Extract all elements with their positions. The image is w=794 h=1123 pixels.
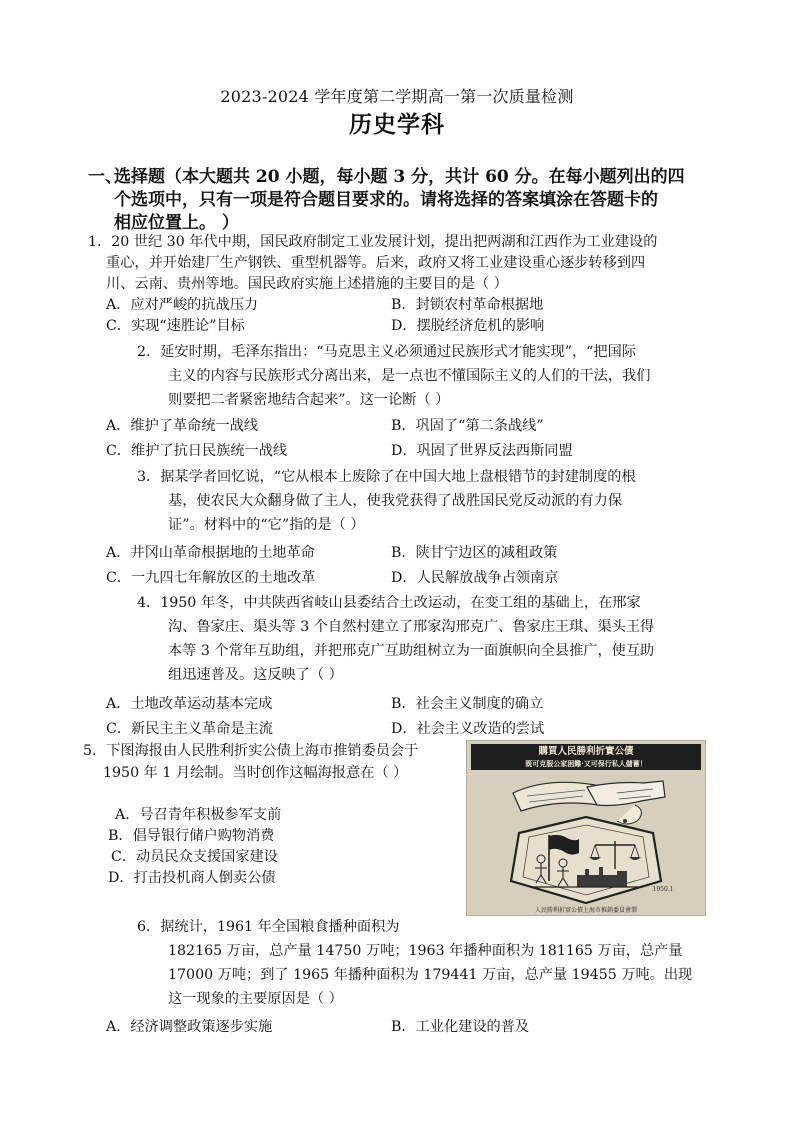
question-2-option-b[interactable]: B．巩固了“第二条战线” — [391, 418, 544, 434]
question-3-option-d[interactable]: D．人民解放战争占领南京 — [391, 570, 559, 586]
question-6-option-b[interactable]: B．工业化建设的普及 — [391, 1019, 530, 1035]
question-4-option-a[interactable]: A．土地改革运动基本完成 — [106, 696, 273, 712]
question-6-stem-line-2: 182165 万亩，总产量 14750 万吨；1963 年播种面积为 181165 万亩，总产量 — [168, 943, 683, 959]
question-2-option-c[interactable]: C．维护了抗日民族统一战线 — [106, 443, 288, 459]
question-1-stem-line-1: 1．20 世纪 30 年代中期，国民政府制定工业发展计划，提出把两湖和江西作为工业建设的 — [88, 234, 658, 250]
question-4-stem-line-2: 沟、鲁家庄、渠头等 3 个自然村建立了邢家沟邢克广、鲁家庄王琪、渠头王得 — [168, 619, 655, 635]
question-5-option-d[interactable]: D．打击投机商人倒卖公债 — [108, 870, 276, 886]
question-4-stem-line-1: 4．1950 年冬，中共陕西省岐山县委结合土改运动，在变工组的基础上，在邢家 — [137, 595, 641, 611]
question-2-stem-line-3: 则要把二者紧密地结合起来”。这一论断（ ） — [168, 392, 450, 408]
bond-poster-image — [466, 740, 706, 916]
question-1-stem-line-2: 重心，并开始建厂生产钢铁、重型机器等。后来，政府又将工业建设重心逐步转移到四 — [106, 255, 646, 271]
question-5-option-c[interactable]: C．动员民众支援国家建设 — [111, 849, 278, 865]
question-4-option-d[interactable]: D．社会主义改造的尝试 — [391, 721, 545, 737]
question-3-stem-line-3: 证”。材料中的“它”指的是（ ） — [168, 517, 365, 533]
poster-headline: 購買人民勝利折實公債 — [538, 746, 634, 757]
question-4-option-b[interactable]: B．社会主义制度的确立 — [391, 696, 544, 712]
question-3-stem-line-1: 3．据某学者回忆说，“它从根本上废除了在中国大地上盘根错节的封建制度的根 — [137, 469, 636, 485]
exam-title: 2023-2024 学年度第二学期高一第一次质量检测 — [220, 87, 574, 106]
question-3-option-b[interactable]: B．陕甘宁边区的减租政策 — [391, 545, 558, 561]
question-3-stem-line-2: 基，使农民大众翻身做了主人，使我党获得了战胜国民党反动派的有力保 — [168, 493, 623, 509]
question-6-stem-line-3: 17000 万吨；到了 1965 年播种面积为 179441 万亩，总产量 19455 万吨。出现 — [168, 967, 693, 983]
question-1-stem-line-3: 川、云南、贵州等地。国民政府实施上述措施的主要目的是（ ） — [106, 276, 508, 292]
question-5-stem-line-2: 1950 年 1 月绘制。当时创作这幅海报意在（ ） — [103, 765, 408, 781]
question-3-option-c[interactable]: C．一九四七年解放区的土地改革 — [106, 570, 316, 586]
question-5-option-b[interactable]: B．倡导银行储户购物消费 — [108, 828, 275, 844]
poster-signature: 1950.1 — [652, 886, 674, 893]
question-2-stem-line-2: 主义的内容与民族形式分离出来，是一点也不懂国际主义的人们的干法，我们 — [168, 368, 651, 384]
section-instruction-line-3: 相应位置上。 ） — [114, 213, 239, 233]
question-6-stem-line-1: 6．据统计，1961 年全国粮食播种面积为 — [137, 919, 400, 935]
question-6-stem-line-4: 这一现象的主要原因是（ ） — [168, 991, 343, 1007]
poster-subline: 既可克服公家困難·又可保行私人儲蓄！ — [525, 759, 647, 768]
question-1-option-c[interactable]: C．实现“速胜论”目标 — [106, 318, 245, 334]
question-6-option-a[interactable]: A．经济调整政策逐步实施 — [106, 1019, 273, 1035]
section-instruction-line-2: 个选项中，只有一项是符合题目要求的。请将选择的答案填涂在答题卡的 — [114, 190, 658, 210]
question-2-option-a[interactable]: A．维护了革命统一战线 — [106, 418, 259, 434]
question-4-stem-line-3: 本等 3 个常年互助组，并把邢克广互助组树立为一面旗帜向全县推广，使互助 — [168, 643, 655, 659]
section-number: 一、 — [88, 167, 122, 187]
question-1-option-b[interactable]: B．封锁农村革命根据地 — [391, 297, 544, 313]
section-1-heading — [88, 166, 728, 235]
subject-title: 历史学科 — [349, 111, 445, 138]
question-3-option-a[interactable]: A．井冈山革命根据地的土地革命 — [106, 545, 315, 561]
poster-footer: 人民勝利折實公債上海市推銷委員會製 — [534, 907, 638, 914]
question-5-stem-line-1: 5．下图海报由人民胜利折实公债上海市推销委员会于 — [83, 743, 419, 759]
question-2-stem-line-1: 2．延安时期，毛泽东指出：“马克思主义必须通过民族形式才能实现”，“把国际 — [137, 344, 636, 360]
section-instruction-line-1: 选择题（本大题共 20 小题，每小题 3 分，共计 60 分。在每小题列出的四 — [114, 167, 685, 187]
question-4-option-c[interactable]: C．新民主主义革命是主流 — [106, 721, 273, 737]
question-1-option-d[interactable]: D．摆脱经济危机的影响 — [391, 318, 545, 334]
question-2-option-d[interactable]: D．巩固了世界反法西斯同盟 — [391, 443, 573, 459]
question-1-option-a[interactable]: A．应对严峻的抗战压力 — [106, 297, 259, 313]
question-4-stem-line-4: 组迅速普及。这反映了（ ） — [168, 667, 343, 683]
question-5-option-a[interactable]: A．号召青年积极参军支前 — [115, 807, 282, 823]
